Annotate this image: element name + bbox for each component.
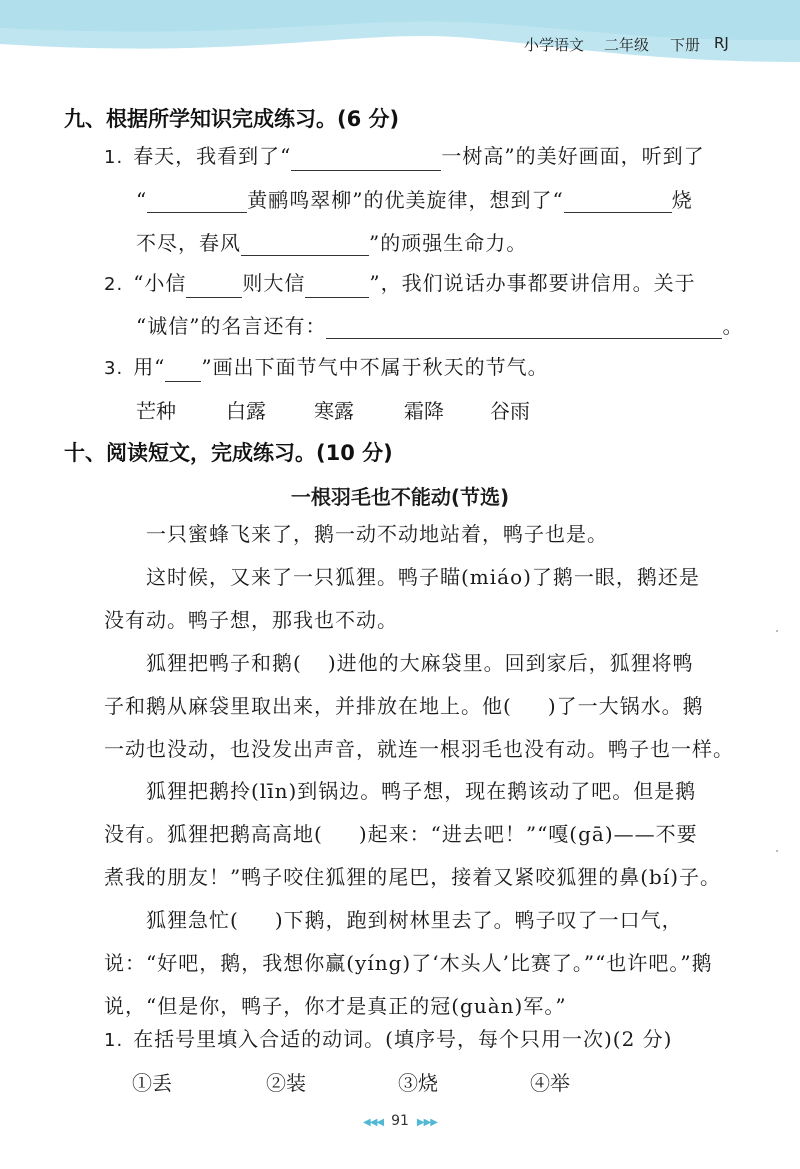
q10-1-line: 1. 在括号里填入合适的动词。(填序号，每个只用一次)(2 分) [104,1027,673,1051]
q9-1-line1: 1. 春天，我看到了“ 一树高”的美好画面，听到了 [104,143,705,171]
q9-3-underline-mark [165,361,201,382]
solar-term-5[interactable]: 谷雨 [490,399,530,423]
option-1[interactable]: ①丢 [132,1071,172,1095]
story-p3-line1: 狐狸把鸭子和鹅( )进他的大麻袋里。回到家后，狐狸将鸭 [146,651,694,675]
story-p2-line1: 这时候，又来了一只狐狸。鸭子瞄(miáo)了鹅一眼，鹅还是 [146,565,700,589]
page-number: 91 [391,1113,409,1129]
q9-1-line2: “ 黄鹂鸣翠柳”的优美旋律，想到了“ 烧 [136,188,693,212]
q9-1-blank-1[interactable] [291,150,441,171]
story-title: 一根羽毛也不能动(节选) [290,485,510,509]
solar-term-1[interactable]: 芒种 [136,399,176,423]
story-p3-line3: 一动也没动，也没发出声音，就连一根羽毛也没有动。鸭子也一样。 [104,737,734,761]
margin-mark [776,850,778,852]
story-p4-line2: 没有。狐狸把鹅高高地( )起来：“进去吧！”“嘎(gā)——不要 [104,822,698,846]
q9-1-number: 1. [104,147,124,168]
q9-3-number: 3. [104,358,124,379]
option-4[interactable]: ④举 [530,1071,570,1095]
story-p5-line3: 说，“但是你，鸭子，你才是真正的冠(guàn)军。” [104,994,567,1018]
q9-2-line1: 2. “小信 则大信 ”，我们说话办事都要讲信用。关于 [104,270,696,298]
header-volume: 下册 [670,36,701,54]
section-9-title: 九、根据所学知识完成练习。(6 分) [64,107,400,131]
header-edition: RJ [714,34,729,52]
story-p3-line2: 子和鹅从麻袋里取出来，并排放在地上。他( )了一大锅水。鹅 [104,694,704,718]
margin-mark [776,630,778,632]
q9-2-blank-1[interactable] [186,277,242,298]
story-p2-line2: 没有动。鸭子想，那我也不动。 [104,608,398,632]
q10-1-number: 1. [104,1030,124,1051]
solar-term-2[interactable]: 白露 [226,399,266,423]
solar-term-4[interactable]: 霜降 [404,399,444,423]
story-p1: 一只蜜蜂飞来了，鹅一动不动地站着，鸭子也是。 [146,522,608,546]
option-2[interactable]: ②装 [266,1071,306,1095]
story-p5-line1: 狐狸急忙( )下鹅，跑到树林里去了。鸭子叹了一口气， [146,908,683,932]
q9-1-blank-3[interactable] [564,192,672,213]
story-p5-line2: 说：“好吧，鹅，我想你赢(yíng)了‘木头人’比赛了。”“也许吧。”鹅 [104,951,713,975]
q9-2-blank-3[interactable] [326,318,722,339]
header-subject: 小学语文 [524,36,585,54]
q9-1-blank-4[interactable] [241,235,369,256]
option-3[interactable]: ③烧 [398,1071,438,1095]
section-10-title: 十、阅读短文，完成练习。(10 分) [64,441,393,465]
solar-term-3[interactable]: 寒露 [314,399,354,423]
q9-2-blank-2[interactable] [305,277,369,298]
story-p4-line1: 狐狸把鹅拎(līn)到锅边。鸭子想，现在鹅该动了吧。但是鹅 [146,779,697,803]
prev-arrows-icon: ◀◀◀ [363,1117,384,1128]
q9-1-line3: 不尽，春风 ”的顽强生命力。 [136,231,528,255]
story-p4-line3: 煮我的朋友！”鸭子咬住狐狸的尾巴，接着又紧咬狐狸的鼻(bí)子。 [104,865,722,889]
q9-2-number: 2. [104,274,124,295]
next-arrows-icon: ▶▶▶ [416,1117,437,1128]
header-grade: 二年级 [604,36,650,54]
page-footer [0,1110,800,1129]
q9-3-line1: 3. 用“ ”画出下面节气中不属于秋天的节气。 [104,354,549,382]
q9-2-line2: “诚信”的名言还有： 。 [136,314,744,338]
q9-1-blank-2[interactable] [147,192,247,213]
